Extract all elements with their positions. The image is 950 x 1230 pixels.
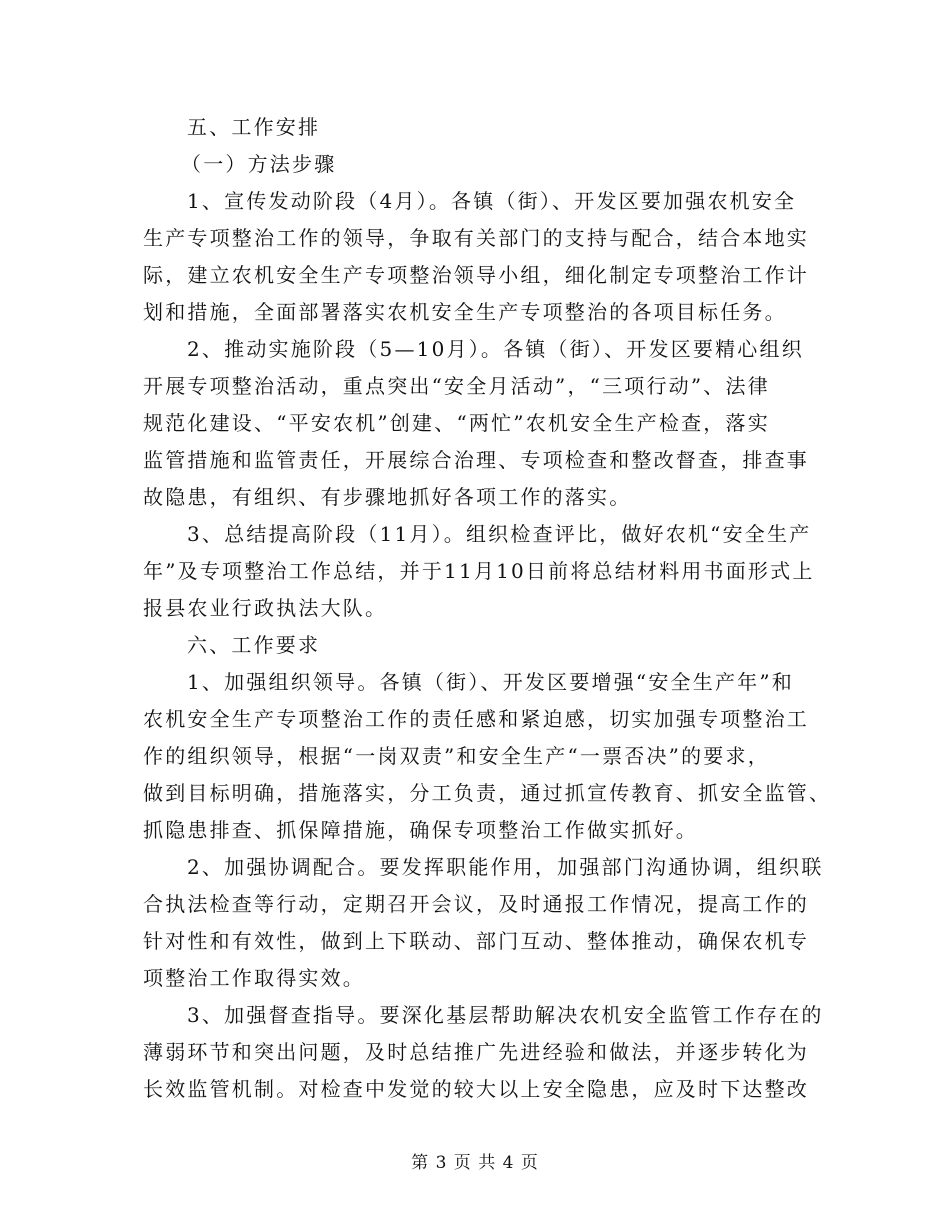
paragraph-line: 故隐患，有组织、有步骤地抓好各项工作的落实。 — [143, 485, 632, 509]
paragraph-line: 生产专项整治工作的领导，争取有关部门的支持与配合，结合本地实 — [143, 226, 809, 250]
paragraph-line: 规范化建设、“平安农机”创建、“两忙”农机安全生产检查，落实 — [143, 411, 770, 435]
paragraph-line: 合执法检查等行动，定期召开会议，及时通报工作情况，提高工作的 — [143, 892, 809, 916]
paragraph-line: 薄弱环节和突出问题，及时总结推广先进经验和做法，并逐步转化为 — [143, 1040, 809, 1064]
paragraph-line: 农机安全生产专项整治工作的责任感和紧迫感，切实加强专项整治工 — [143, 707, 809, 731]
paragraph-line: 3、总结提高阶段（11月）。组织检查评比，做好农机“安全生产 — [187, 522, 812, 546]
section-heading-work-arrangement: 五、工作安排 — [187, 115, 321, 139]
paragraph-line: 监管措施和监管责任，开展综合治理、专项检查和整改督查，排查事 — [143, 448, 809, 472]
paragraph-line: 报县农业行政执法大队。 — [143, 596, 388, 620]
paragraph-line: 长效监管机制。对检查中发觉的较大以上安全隐患，应及时下达整改 — [143, 1077, 809, 1101]
paragraph-line: 2、加强协调配合。要发挥职能作用，加强部门沟通协调，组织联 — [187, 855, 824, 879]
subsection-heading-method-steps: （一）方法步骤 — [181, 152, 337, 176]
paragraph-line: 划和措施，全面部署落实农机安全生产专项整治的各项目标任务。 — [143, 300, 787, 324]
paragraph-line: 3、加强督查指导。要深化基层帮助解决农机安全监管工作存在的 — [187, 1003, 824, 1027]
page-footer: 第 3 页 共 4 页 — [411, 1153, 539, 1173]
paragraph-line: 1、宣传发动阶段（4月）。各镇（街）、开发区要加强农机安全 — [187, 189, 797, 213]
paragraph-line: 2、推动实施阶段（5—10月）。各镇（街）、开发区要精心组织 — [187, 337, 804, 361]
paragraph-line: 针对性和有效性，做到上下联动、部门互动、整体推动，确保农机专 — [143, 929, 809, 953]
paragraph-line: 开展专项整治活动，重点突出“安全月活动”，“三项行动”、法律 — [143, 374, 770, 398]
paragraph-line: 年”及专项整治工作总结，并于11月10日前将总结材料用书面形式上 — [143, 559, 815, 583]
paragraph-line: 做到目标明确，措施落实，分工负责，通过抓宣传教育、抓安全监管、 — [143, 781, 832, 805]
paragraph-line: 抓隐患排查、抓保障措施，确保专项整治工作做实抓好。 — [143, 818, 698, 842]
section-heading-work-requirements: 六、工作要求 — [187, 633, 321, 657]
paragraph-line: 际，建立农机安全生产专项整治领导小组，细化制定专项整治工作计 — [143, 263, 809, 287]
paragraph-line: 1、加强组织领导。各镇（街）、开发区要增强“安全生产年”和 — [187, 670, 794, 694]
paragraph-line: 作的组织领导，根据“一岗双责”和安全生产“一票否决”的要求， — [143, 744, 770, 768]
paragraph-line: 项整治工作取得实效。 — [143, 966, 365, 990]
